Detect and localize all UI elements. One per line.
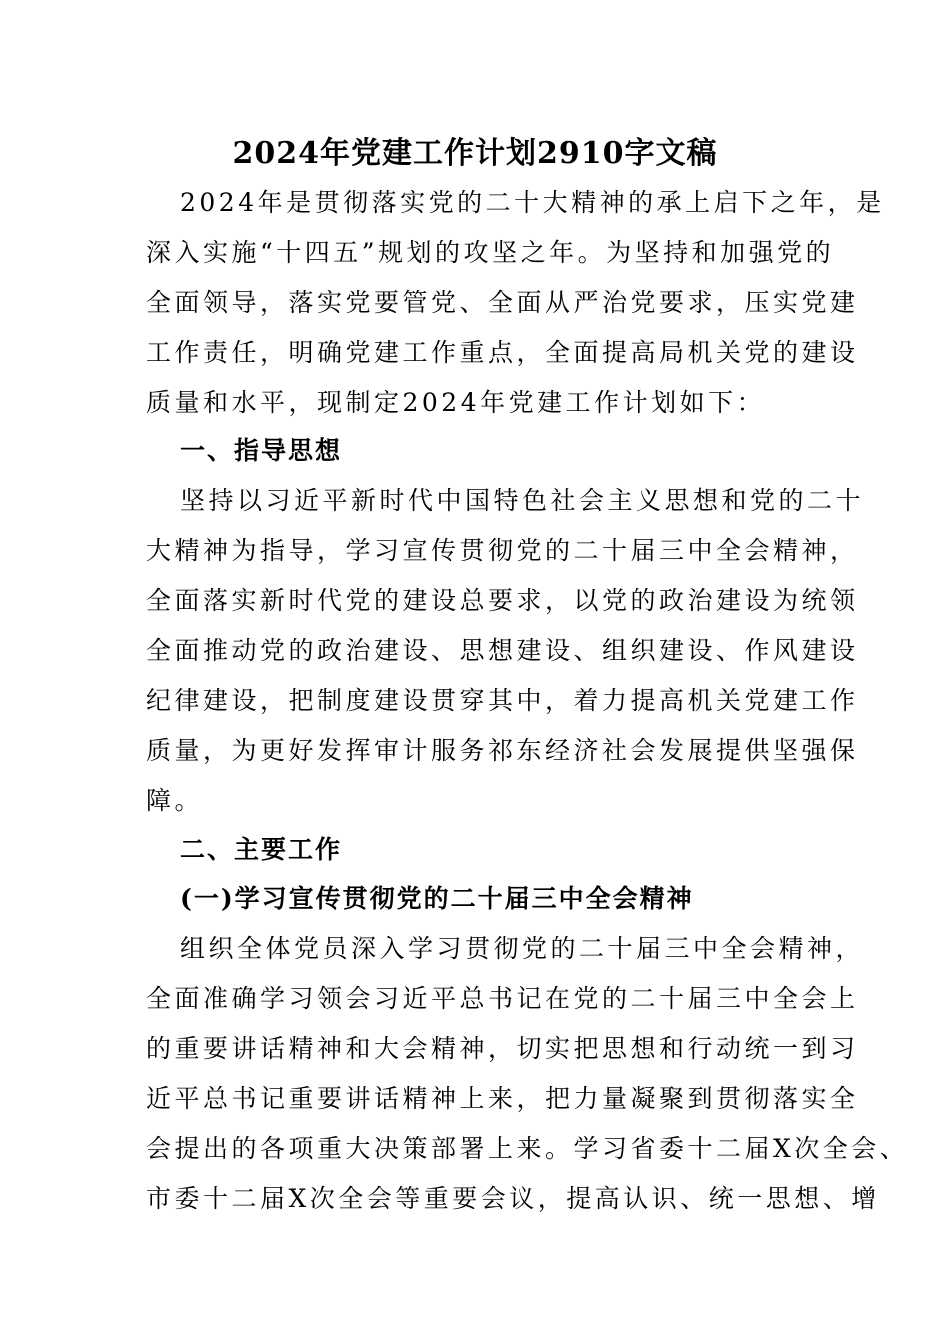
intro-line-4: 工作责任，明确党建工作重点，全面提高局机关党的建设 [146, 338, 859, 367]
subsection1-line-4: 近平总书记重要讲话精神上来，把力量凝聚到贯彻落实全 [146, 1084, 859, 1113]
intro-line-3: 全面领导，落实党要管党、全面从严治党要求，压实党建 [146, 288, 859, 317]
section1-line-4: 全面推动党的政治建设、思想建设、组织建设、作风建设 [146, 636, 859, 665]
section-heading-guiding-ideology: 一、指导思想 [180, 436, 343, 465]
section1-line-2: 大精神为指导，学习宣传贯彻党的二十届三中全会精神， [146, 536, 859, 565]
intro-line-1: 2024年是贯彻落实党的二十大精神的承上启下之年，是 [180, 188, 885, 217]
subsection1-line-6: 市委十二届X次全会等重要会议，提高认识、统一思想、增 [146, 1184, 880, 1213]
section-heading-main-work: 二、主要工作 [180, 835, 343, 864]
subsection1-line-2: 全面准确学习领会习近平总书记在党的二十届三中全会上 [146, 984, 859, 1013]
intro-line-5: 质量和水平，现制定2024年党建工作计划如下： [146, 388, 766, 417]
subsection1-line-1: 组织全体党员深入学习贯彻党的二十届三中全会精神， [180, 934, 865, 963]
subsection1-line-5: 会提出的各项重大决策部署上来。学习省委十二届X次全会、 [146, 1134, 909, 1163]
subsection-heading-study: (一)学习宣传贯彻党的二十届三中全会精神 [180, 884, 694, 913]
section1-line-1: 坚持以习近平新时代中国特色社会主义思想和党的二十 [180, 486, 865, 515]
intro-line-2: 深入实施“十四五”规划的攻坚之年。为坚持和加强党的 [146, 238, 835, 267]
section1-line-3: 全面落实新时代党的建设总要求，以党的政治建设为统领 [146, 586, 859, 615]
section1-line-5: 纪律建设，把制度建设贯穿其中，着力提高机关党建工作 [146, 686, 859, 715]
document-title: 2024年党建工作计划2910字文稿 [232, 136, 718, 171]
section1-line-7: 障。 [146, 786, 204, 815]
section1-line-6: 质量，为更好发挥审计服务祁东经济社会发展提供坚强保 [146, 736, 859, 765]
subsection1-line-3: 的重要讲话精神和大会精神，切实把思想和行动统一到习 [146, 1034, 859, 1063]
